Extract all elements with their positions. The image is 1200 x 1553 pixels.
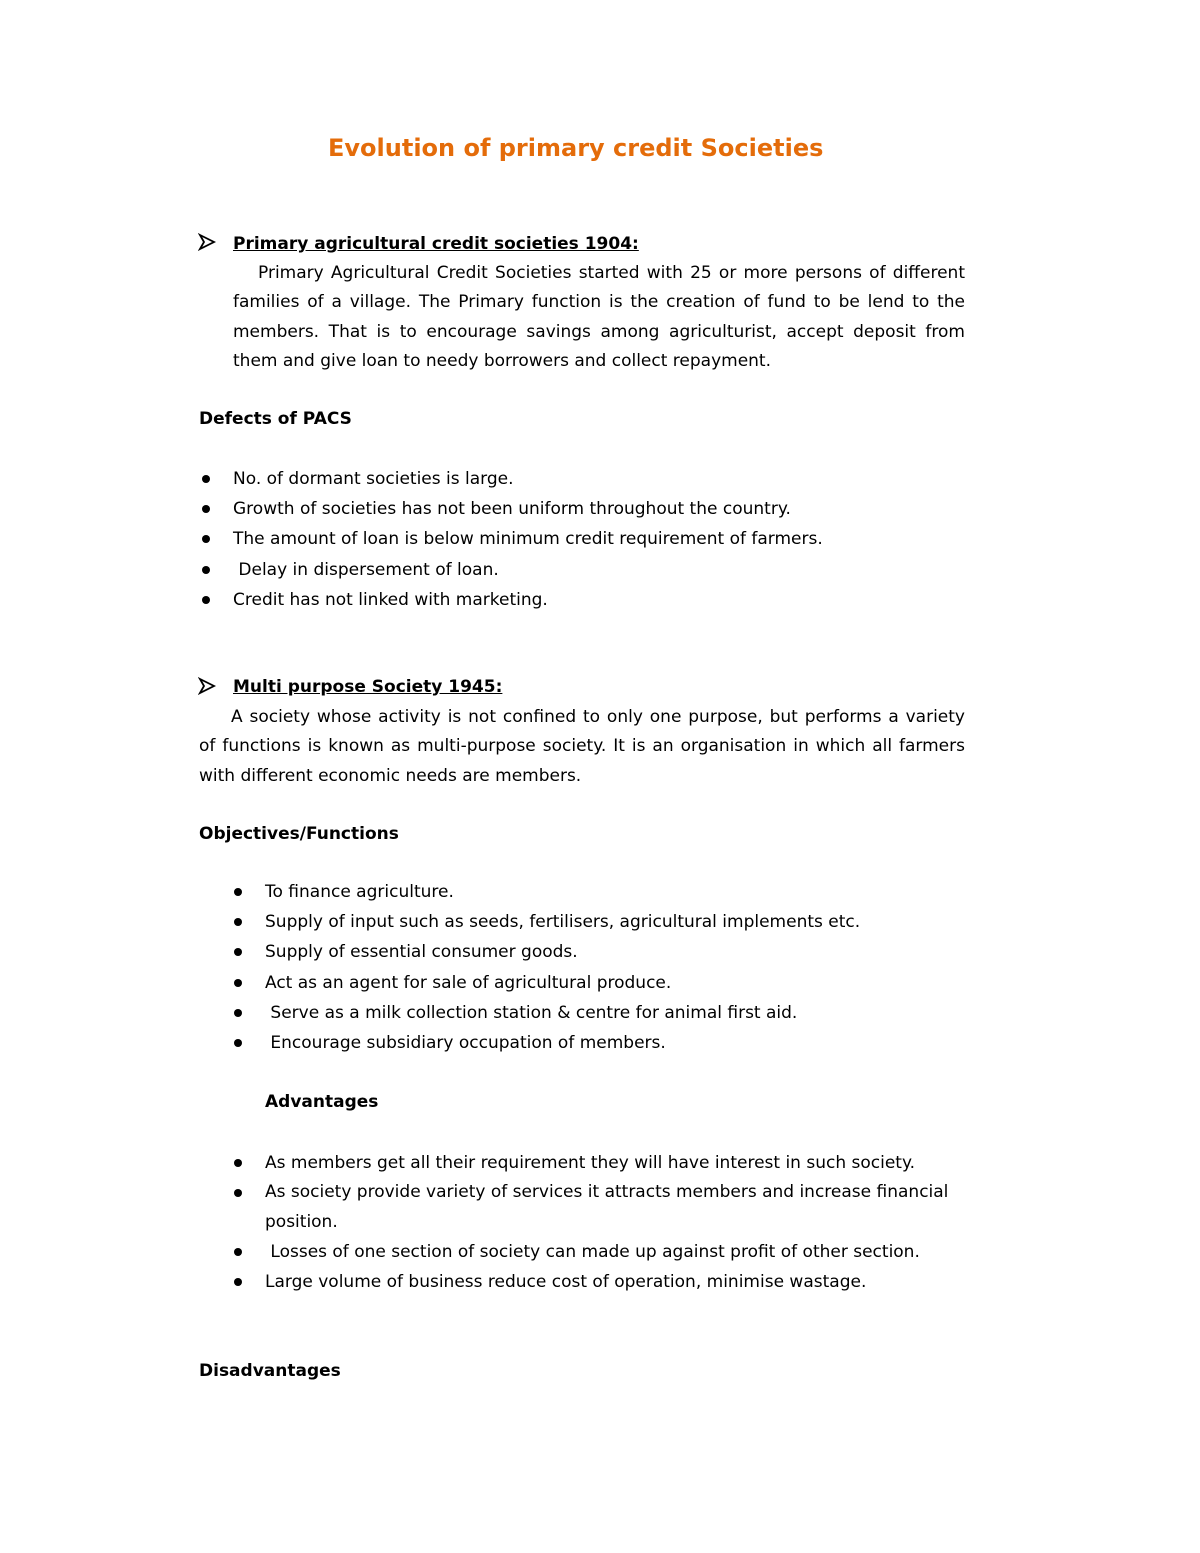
section-heading-multipurpose: Multi purpose Society 1945: (233, 677, 503, 697)
arrow-bullet-icon (198, 676, 218, 701)
list-item-text: No. of dormant societies is large. (233, 469, 514, 489)
list-item (265, 1267, 965, 1297)
bullet-dot-icon (202, 505, 210, 513)
list-item-text: Serve as a milk collection station & centre for animal first aid. (265, 1002, 798, 1023)
section-paragraph-pacs: Primary Agricultural Credit Societies started with 25 or more persons of different families of a village. The Primary function is the creation of fund to be lend to the members. That is to encourage savings among agriculturist, accept deposit from them and give loan to needy borrowers and collect repayment. (233, 263, 965, 371)
list-item (233, 555, 823, 585)
list-item-text: To finance agriculture. (265, 882, 454, 902)
list-item-text: Large volume of business reduce cost of operation, minimise wastage. (265, 1272, 867, 1293)
section-heading-disadvantages: Disadvantages (199, 1361, 341, 1381)
page-title: Evolution of primary credit Societies (328, 134, 824, 162)
section-heading-pacs: Primary agricultural credit societies 1904: (233, 234, 639, 254)
list-item-text: Growth of societies has not been uniform throughout the country. (233, 499, 791, 520)
list-item-text: Losses of one section of society can made up against profit of other section. (265, 1242, 920, 1263)
list-item (265, 1148, 965, 1178)
list-item-text: Encourage subsidiary occupation of members. (265, 1033, 666, 1054)
section-heading-defects: Defects of PACS (199, 409, 352, 429)
list-item-text: Delay in dispersement of loan. (233, 559, 499, 580)
list-item-text: The amount of loan is below minimum credit requirement of farmers. (233, 529, 823, 550)
bullet-dot-icon (234, 1039, 242, 1047)
list-item (265, 998, 860, 1028)
bullet-dot-icon (234, 948, 242, 956)
list-item (233, 524, 823, 554)
bullet-dot-icon (202, 475, 210, 483)
objectives-list (265, 877, 860, 1058)
list-item-text: Supply of input such as seeds, fertilisers, agricultural implements etc. (265, 912, 861, 933)
arrow-bullet-svg (198, 676, 218, 696)
list-item-text: Act as an agent for sale of agricultural produce. (265, 972, 672, 993)
bullet-dot-icon (234, 979, 242, 987)
section-paragraph-multipurpose: A society whose activity is not confined to only one purpose, but performs a variety of functions is known as multi-purpose society. It is an organisation in which all farmers with different economic needs are members. (199, 707, 965, 786)
list-item-text: As society provide variety of services it attracts members and increase financial position. (265, 1182, 949, 1232)
bullet-dot-icon (234, 1278, 242, 1286)
bullet-dot-icon (234, 888, 242, 896)
section-heading-advantages: Advantages (265, 1092, 379, 1112)
list-item (265, 968, 860, 998)
bullet-dot-icon (234, 1159, 242, 1167)
bullet-dot-icon (202, 596, 210, 604)
list-item (233, 494, 823, 524)
list-item (265, 1237, 965, 1267)
bullet-dot-icon (202, 535, 210, 543)
bullet-dot-icon (234, 1009, 242, 1017)
bullet-dot-icon (234, 1189, 242, 1197)
bullet-dot-icon (234, 918, 242, 926)
list-item (233, 464, 823, 494)
list-item-text: Supply of essential consumer goods. (265, 942, 578, 963)
list-item-text: As members get all their requirement they will have interest in such society. (265, 1153, 916, 1173)
bullet-dot-icon (202, 566, 210, 574)
list-item (265, 1028, 860, 1058)
defects-list (233, 464, 823, 615)
list-item (265, 937, 860, 967)
list-item (265, 907, 860, 937)
list-item (265, 1178, 965, 1237)
bullet-dot-icon (234, 1248, 242, 1256)
list-item-text: Credit has not linked with marketing. (233, 589, 548, 610)
advantages-list (265, 1148, 965, 1298)
arrow-bullet-svg (198, 232, 218, 252)
arrow-bullet-icon (198, 232, 218, 257)
list-item (233, 585, 823, 615)
list-item (265, 877, 860, 907)
section-heading-objectives: Objectives/Functions (199, 824, 399, 844)
